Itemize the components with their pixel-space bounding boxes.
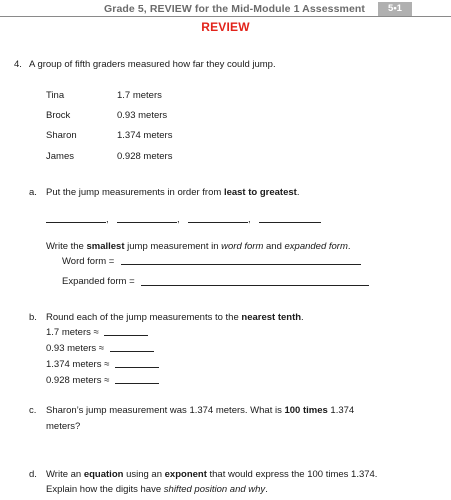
problem-number: 4. [14, 59, 22, 70]
rounding-row: 0.93 meters ≈ [46, 343, 105, 354]
table-name: Tina [46, 90, 65, 101]
answer-blank[interactable] [259, 213, 321, 223]
part-c-prompt: Sharon’s jump measurement was 1.374 meters. What is 100 times 1.374 [46, 405, 355, 416]
rounding-blank[interactable] [104, 326, 148, 336]
table-value: 1.374 meters [117, 130, 173, 141]
answer-blank[interactable] [188, 213, 248, 223]
module-tag: 5•1 [378, 2, 412, 16]
part-b-prompt: Round each of the jump measurements to the nearest tenth. [46, 312, 304, 323]
problem-stem: A group of fifth graders measured how far they could jump. [29, 59, 276, 70]
comma-separator: , [177, 214, 180, 225]
part-d-prompt-line2: Explain how the digits have shifted position and why. [46, 484, 268, 495]
table-value: 0.93 meters [117, 110, 168, 121]
rounding-row: 1.7 meters ≈ [46, 327, 99, 338]
table-name: Brock [46, 110, 71, 121]
part-b-letter: b. [29, 312, 37, 323]
comma-separator: , [106, 214, 109, 225]
rounding-row: 0.928 meters ≈ [46, 375, 110, 386]
part-c-letter: c. [29, 405, 37, 416]
expanded-form-label: Expanded form = [62, 276, 135, 287]
table-value: 1.7 meters [117, 90, 162, 101]
part-a-prompt: Put the jump measurements in order from least to greatest. [46, 187, 300, 198]
rounding-blank[interactable] [115, 374, 159, 384]
word-form-label: Word form = [62, 256, 115, 267]
answer-blank[interactable] [46, 213, 106, 223]
part-d-letter: d. [29, 469, 37, 480]
table-name: James [46, 151, 74, 162]
table-name: Sharon [46, 130, 77, 141]
expanded-form-blank[interactable] [141, 276, 369, 286]
rounding-row: 1.374 meters ≈ [46, 359, 110, 370]
header-divider [0, 16, 451, 17]
header-title: Grade 5, REVIEW for the Mid-Module 1 Assessment [104, 3, 366, 15]
part-a-letter: a. [29, 187, 37, 198]
rounding-blank[interactable] [115, 358, 159, 368]
answer-blank[interactable] [117, 213, 177, 223]
rounding-blank[interactable] [110, 342, 154, 352]
write-smallest-prompt: Write the smallest jump measurement in word form and expanded form. [46, 241, 351, 252]
review-label: REVIEW [201, 20, 250, 34]
part-c-prompt-line2: meters? [46, 421, 81, 432]
comma-separator: , [248, 214, 251, 225]
table-value: 0.928 meters [117, 151, 173, 162]
word-form-blank[interactable] [121, 255, 361, 265]
part-d-prompt: Write an equation using an exponent that would express the 100 times 1.374. [46, 469, 378, 480]
